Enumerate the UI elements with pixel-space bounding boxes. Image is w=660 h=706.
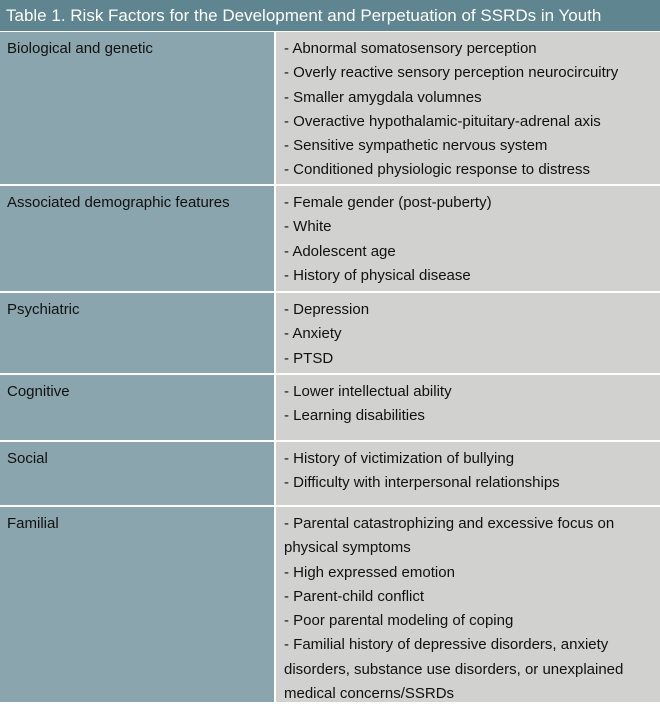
row-category: Associated demographic features <box>0 186 276 291</box>
table-row <box>0 507 660 702</box>
list-item: - Conditioned physiologic response to distress <box>284 161 590 179</box>
list-item: - Abnormal somatosensory perception <box>284 40 537 57</box>
table-row <box>0 186 660 293</box>
row-category: Psychiatric <box>0 293 276 373</box>
row-category: Cognitive <box>0 375 276 440</box>
row-category: Social <box>0 442 276 505</box>
list-item: - Difficulty with interpersonal relationships <box>284 474 560 492</box>
list-item: - Depression <box>284 301 370 318</box>
list-item: - High expressed emotion <box>284 563 455 581</box>
row-items <box>276 293 660 373</box>
list-item: - Learning disabilities <box>284 407 425 425</box>
row-category: Familial <box>0 507 276 702</box>
table-row <box>0 32 660 186</box>
list-item: - Anxiety <box>284 325 342 343</box>
list-item: - Overly reactive sensory perception neurocircuitry <box>284 64 619 82</box>
table-row <box>0 293 660 375</box>
list-item: - White <box>284 218 332 236</box>
table-title: Table 1. Risk Factors for the Development and Perpetuation of SSRDs in Youth <box>0 0 660 31</box>
table-row <box>0 375 660 442</box>
list-item: - Overactive hypothalamic-pituitary-adrenal axis <box>284 112 601 130</box>
row-category: Biological and genetic <box>0 32 276 184</box>
row-items <box>276 32 660 184</box>
list-item: - Parent-child conflict <box>284 587 425 605</box>
list-item: - Familial history of depressive disorders, anxiety disorders, substance use disorders, or unexplained medical concerns/SSRDs <box>284 636 624 703</box>
list-item: - Sensitive sympathetic nervous system <box>284 137 548 155</box>
list-item: - Smaller amygdala volumnes <box>284 88 482 106</box>
list-item: - Adolescent age <box>284 242 396 260</box>
row-items <box>276 442 660 505</box>
row-items <box>276 186 660 291</box>
list-item: - Poor parental modeling of coping <box>284 612 514 630</box>
list-item: - History of physical disease <box>284 266 471 284</box>
list-item: - Parental catastrophizing and excessive focus on physical symptoms <box>284 515 615 557</box>
table-body <box>0 32 660 702</box>
list-item: - Female gender (post-puberty) <box>284 194 492 211</box>
list-item: - Lower intellectual ability <box>284 383 452 400</box>
list-item: - PTSD <box>284 349 334 367</box>
list-item: - History of victimization of bullying <box>284 450 515 467</box>
row-items <box>276 375 660 440</box>
table-row <box>0 442 660 507</box>
row-items <box>276 507 660 702</box>
